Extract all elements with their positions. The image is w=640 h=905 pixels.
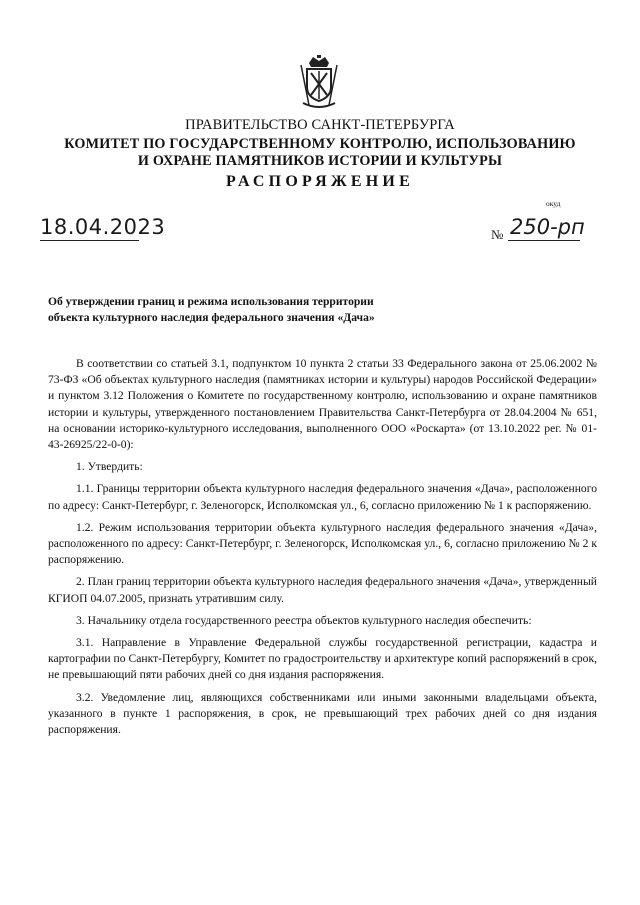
item-3: 3. Начальнику отдела государственного реестра объектов культурного наследия обеспечить:	[76, 613, 532, 627]
date-underline	[40, 240, 139, 241]
item-3-2: 3.2. Уведомление лиц, являющихся собственниками или иными законными владельцами объекта, указанного в пункте 1 распоряжения, в срок, не превышающий трех рабочих дней со дня издания распоряжения.	[48, 690, 597, 737]
subject-line1: Об утверждении границ и режима использования территории	[48, 295, 374, 308]
document-type-title: РАСПОРЯЖЕНИЕ	[226, 173, 414, 190]
okud-label: окуд	[546, 199, 561, 208]
item-2: 2. План границ территории объекта культурного наследия федерального значения «Дача», утвержденный КГИОП 04.07.2005, признать утратившим силу.	[48, 575, 597, 605]
number-underline	[508, 240, 580, 241]
item-1-1: 1.1. Границы территории объекта культурного наследия федерального значения «Дача», расположенного по адресу: Санкт-Петербург, г. Зеленогорск, Исполкомская ул., 6, согласно приложению № 1 к распоряжению.	[48, 482, 597, 512]
item-1: 1. Утвердить:	[76, 460, 143, 474]
committee-name-line2: И ОХРАНЕ ПАМЯТНИКОВ ИСТОРИИ И КУЛЬТУРЫ	[137, 153, 503, 169]
preamble-paragraph: В соответствии со статьей 3.1, подпунктом 10 пункта 2 статьи 33 Федерального закона от 25.06.2002 № 73-ФЗ «Об объектах культурного наследия (памятниках истории и культуры) народов Российской Федерации» и пунктом 3.12 Положения о Комитете по государственному контролю, использованию и охране памятников истории и культуры, утвержденного постановлением Правительства Санкт-Петербурга от 28.04.2004 № 651, на основании историко-культурного исследования, выполненного ООО «Роскарта» (от 13.10.2022 рег. № 01-43-26925/22-0-0):	[48, 357, 597, 452]
government-name: ПРАВИТЕЛЬСТВО САНКТ-ПЕТЕРБУРГА	[185, 117, 455, 133]
item-3-1: 3.1. Направление в Управление Федеральной службы государственной регистрации, кадастра и картографии по Санкт-Петербургу, Комитет по градостроительству и архитектуре копий распоряжений в срок, не превышающий пяти рабочих дней со дня издания распоряжения.	[48, 636, 597, 682]
item-1-2: 1.2. Режим использования территории объекта культурного наследия федерального значения «Дача», расположенного по адресу: Санкт-Петербург, г. Зеленогорск, Исполкомская ул., 6, согласно приложению № 2 к распоряжению.	[48, 520, 597, 567]
document-number: 250-рп	[510, 215, 585, 239]
subject-line2: объекта культурного наследия федерального значения «Дача»	[48, 311, 375, 324]
committee-name-line1: КОМИТЕТ ПО ГОСУДАРСТВЕННОМУ КОНТРОЛЮ, ИСПОЛЬЗОВАНИЮ	[64, 136, 576, 152]
document-date: 18.04.2023	[40, 215, 166, 239]
document-body	[48, 356, 597, 738]
document-subject	[48, 294, 468, 326]
coat-of-arms-emblem	[295, 55, 343, 111]
number-sign: №	[491, 227, 504, 242]
